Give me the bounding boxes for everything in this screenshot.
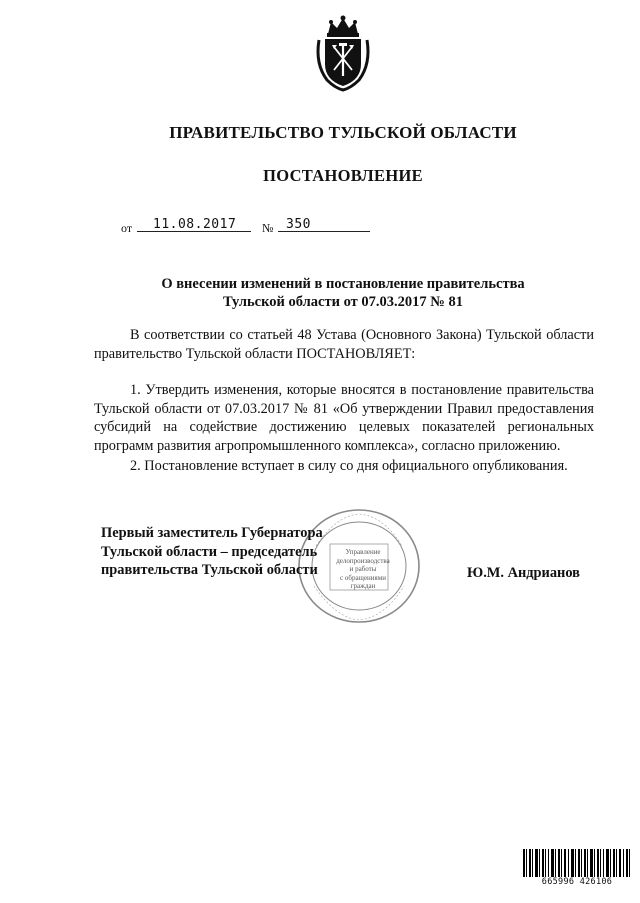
signer-position: Первый заместитель Губернатора Тульской области – председатель правительства Тульской области	[101, 525, 323, 579]
barcode-bars-icon	[522, 849, 632, 877]
signer-name: Ю.М. Андрианов	[467, 565, 580, 581]
clause-2-paragraph: 2. Постановление вступает в силу со дня официального опубликования.	[130, 458, 568, 474]
barcode-number: 665996 426106	[541, 877, 613, 887]
tula-coat-of-arms-icon	[313, 14, 373, 92]
subject-line-1: О внесении изменений в постановление правительства	[161, 276, 525, 292]
barcode	[522, 849, 632, 886]
document-type: ПОСТАНОВЛЕНИЕ	[263, 166, 423, 185]
number-label: №	[262, 221, 274, 235]
subject-line-2: Тульской области от 07.03.2017 № 81	[223, 294, 463, 310]
preamble-paragraph: В соответствии со статьей 48 Устава (Основного Закона) Тульской области правительство Тульской области ПОСТАНОВЛЯЕТ:	[94, 327, 594, 362]
from-label: от	[121, 221, 133, 235]
stamp-text: Управление делопроизводства и работы с обращениями граждан	[336, 548, 390, 590]
document-date: 11.08.2017	[137, 218, 251, 232]
document-subject	[0, 275, 640, 311]
clause-1-paragraph: 1. Утвердить изменения, которые вносятся в постановление правительства Тульской области от 07.03.2017 № 81 «Об утверждении Правил предоставления субсидий на содействие достижению целевых показателей региональных программ развития агропромышленного комплекса», согласно приложению.	[94, 382, 594, 454]
organization-title: ПРАВИТЕЛЬСТВО ТУЛЬСКОЙ ОБЛАСТИ	[169, 123, 517, 142]
document-number: 350	[278, 218, 370, 232]
